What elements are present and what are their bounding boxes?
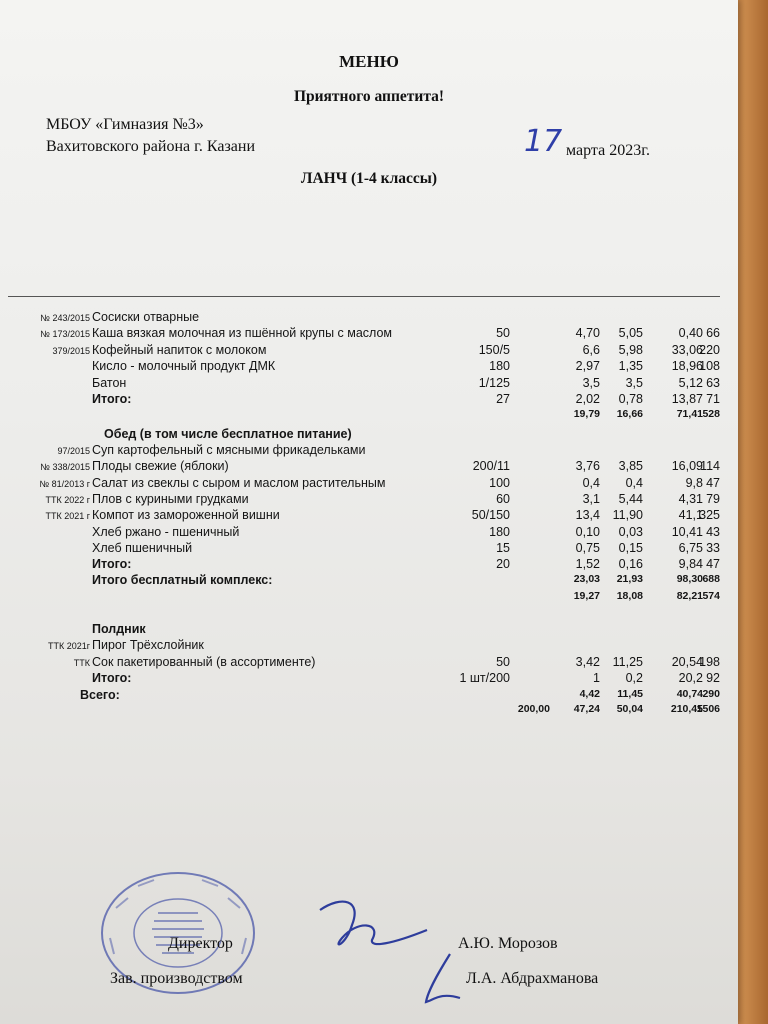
value-1: 1 (593, 671, 600, 685)
value-1: 13,4 (575, 508, 600, 523)
value-4: 198 (699, 654, 720, 669)
portion-size: 50 (496, 326, 510, 341)
dish-code: 97/2015 (57, 446, 90, 456)
value-1: 3,76 (575, 459, 600, 474)
table-row (0, 525, 738, 541)
value-3: 9,8 (685, 475, 703, 490)
table-row (0, 671, 738, 687)
portion-size: 200/11 (472, 459, 510, 474)
dish-name: Компот из замороженной вишни (92, 508, 280, 523)
dish-name: Сосиски отварные (92, 310, 200, 324)
dish-code: ТТК 2021г (47, 641, 90, 651)
free-total-row-2 (0, 590, 738, 606)
breakfast-total-row (0, 408, 738, 424)
table-row (0, 459, 738, 475)
total-value-1: 4,42 (579, 688, 600, 700)
table-row (0, 541, 738, 557)
value-1: 3,5 (582, 375, 600, 390)
district-name: Вахитовского района г. Казани (46, 138, 255, 155)
value-3: 20,2 (678, 671, 703, 685)
snack-section-title: Полдник (92, 622, 146, 636)
portion-size: 50/150 (471, 508, 510, 523)
portion-size: 180 (489, 524, 510, 539)
value-1: 0,10 (575, 524, 600, 539)
portion-size: 20 (496, 557, 510, 572)
value-1: 2,97 (575, 359, 600, 374)
value-2: 5,44 (618, 491, 643, 506)
value-2: 0,15 (618, 540, 643, 555)
table-row (0, 326, 738, 342)
portion-size: 1/125 (478, 375, 510, 390)
date-text: марта 2023г. (566, 142, 650, 159)
value-4: 47 (706, 557, 720, 572)
dish-name: Хлеб ржано - пшеничный (92, 524, 240, 539)
value-4: 79 (706, 491, 720, 506)
table-row (0, 492, 738, 508)
value-2: 5,05 (618, 326, 643, 341)
table-row (0, 638, 738, 654)
lunch-section-title: Обед (в том числе бесплатное питание) (104, 427, 352, 441)
dish-code: ТТК 2022 г (45, 494, 90, 505)
dish-code: № 81/2013 г (39, 478, 90, 489)
value-2: 0,4 (625, 475, 643, 490)
value-1: 2,02 (575, 392, 600, 406)
value-2: 1,35 (618, 359, 643, 374)
value-3: 0,40 (678, 326, 703, 341)
value-3: 16,09 (671, 459, 703, 474)
total-value-3: 210,45 (670, 703, 703, 715)
manager-title: Зав. производством (110, 970, 243, 987)
value-4: 66 (706, 326, 720, 341)
value-3: 13,87 (671, 392, 703, 406)
value-3: 10,41 (671, 524, 703, 539)
value-4: 43 (706, 524, 720, 539)
portion-size: 150/5 (478, 342, 510, 357)
value-1: 0,4 (582, 475, 600, 490)
total-value-2: 50,04 (616, 703, 643, 715)
value-1: 6,6 (582, 342, 600, 357)
value-4: 108 (699, 359, 720, 374)
total-value-2: 18,08 (616, 590, 643, 602)
dish-name: Пирог Трёхслойник (92, 638, 204, 652)
value-4: 325 (699, 508, 720, 523)
dish-name: Плоды свежие (яблоки) (92, 459, 229, 474)
dish-code: ТТК (73, 657, 90, 668)
dish-name: Итого: (92, 392, 132, 406)
table-row (0, 392, 738, 408)
total-value-2: 16,66 (616, 408, 643, 420)
value-2: 11,25 (612, 654, 643, 669)
value-3: 33,06 (671, 342, 703, 357)
table-row (0, 557, 738, 573)
total-value-4: 688 (702, 573, 720, 585)
director-name: А.Ю. Морозов (458, 935, 558, 952)
dish-name: Итого: (92, 671, 132, 685)
value-2: 3,85 (618, 459, 643, 474)
dish-name: Салат из свеклы с сыром и маслом растительным (92, 475, 386, 490)
dish-name: Суп картофельный с мясными фрикадельками (92, 443, 366, 457)
total-value-1: 23,03 (573, 573, 600, 585)
table-row (0, 476, 738, 492)
table-row (0, 310, 738, 326)
portion-size: 1 шт/200 (459, 671, 510, 685)
table-row (0, 359, 738, 375)
total-value-4: 1506 (696, 703, 720, 715)
dish-name: Плов с куриными грудками (92, 491, 249, 506)
manager-name: Л.А. Абдрахманова (466, 970, 599, 987)
total-value-4: 574 (702, 590, 720, 602)
dish-code: ТТК 2021 г (45, 511, 90, 522)
value-3: 41,1 (678, 508, 703, 523)
value-3: 18,96 (671, 359, 703, 374)
dish-code: № 338/2015 (40, 462, 90, 473)
value-4: 71 (706, 392, 720, 406)
value-2: 0,03 (618, 524, 643, 539)
portion-size: 60 (496, 491, 510, 506)
value-4: 33 (706, 540, 720, 555)
dish-code: 379/2015 (52, 345, 90, 356)
total-value-3: 40,74 (676, 688, 703, 700)
value-3: 9,84 (678, 557, 703, 572)
value-4: 47 (706, 475, 720, 490)
free-total-row (0, 573, 738, 589)
value-2: 0,78 (618, 392, 643, 406)
total-value-1: 19,27 (573, 590, 600, 602)
page-title: МЕНЮ (339, 52, 399, 71)
greeting: Приятного аппетита! (293, 88, 445, 105)
total-value-3: 82,21 (676, 590, 703, 602)
value-4: 114 (700, 459, 720, 474)
dish-name: Кисло - молочный продукт ДМК (92, 359, 276, 374)
value-1: 4,70 (575, 326, 600, 341)
director-title: Директор (168, 935, 233, 952)
grand-total-row-2 (0, 703, 738, 719)
total-value-3: 71,41 (676, 408, 703, 420)
value-2: 3,5 (625, 375, 643, 390)
portion-size: 100 (489, 475, 510, 490)
value-4: 63 (706, 375, 720, 390)
value-3: 20,54 (671, 654, 703, 669)
value-4: 92 (706, 671, 720, 685)
dish-name: Кофейный напиток с молоком (92, 342, 267, 357)
value-4: 220 (699, 342, 720, 357)
table-row (0, 376, 738, 392)
total-value-1: 47,24 (573, 703, 600, 715)
value-1: 3,42 (575, 654, 600, 669)
dish-code: № 173/2015 (40, 329, 90, 340)
portion-size: 15 (496, 540, 510, 555)
handwritten-day: 17 (524, 124, 563, 159)
dish-name: Итого: (92, 557, 132, 572)
portion-size: 27 (496, 392, 510, 406)
table-row (0, 655, 738, 671)
dish-name: Каша вязкая молочная из пшённой крупы с маслом (92, 326, 393, 341)
value-1: 0,75 (575, 540, 600, 555)
total-value-1: 19,79 (573, 408, 600, 420)
value-3: 6,75 (678, 540, 703, 555)
table-row (0, 508, 738, 524)
total-value-4: 290 (702, 688, 720, 700)
table-row (0, 443, 738, 459)
free-total-label: Итого бесплатный комплекс: (92, 573, 273, 587)
grand-total-row (0, 688, 738, 704)
table-top-rule (8, 296, 720, 297)
grand-total-label: Всего: (80, 688, 120, 702)
value-2: 11,90 (612, 508, 643, 523)
meal-title: ЛАНЧ (1-4 классы) (300, 170, 438, 187)
value-1: 3,1 (582, 491, 600, 506)
grand-total-qty: 200,00 (517, 703, 550, 715)
value-3: 5,12 (678, 375, 703, 390)
dish-name: Хлеб пшеничный (92, 540, 193, 555)
dish-code: № 243/2015 (40, 313, 90, 323)
value-2: 0,2 (625, 671, 643, 685)
total-value-3: 98,30 (676, 573, 703, 585)
value-2: 0,16 (618, 557, 643, 572)
dish-name: Сок пакетированный (в ассортименте) (92, 654, 316, 669)
table-row (0, 343, 738, 359)
dish-name: Батон (92, 375, 127, 390)
value-1: 1,52 (575, 557, 600, 572)
total-value-4: 528 (702, 408, 720, 420)
school-name: МБОУ «Гимназия №3» (46, 116, 204, 133)
director-signature-icon (312, 890, 432, 960)
value-2: 5,98 (618, 342, 643, 357)
value-3: 4,31 (678, 491, 703, 506)
portion-size: 180 (489, 359, 510, 374)
portion-size: 50 (496, 654, 510, 669)
total-value-2: 11,45 (617, 688, 643, 700)
total-value-2: 21,93 (616, 573, 643, 585)
